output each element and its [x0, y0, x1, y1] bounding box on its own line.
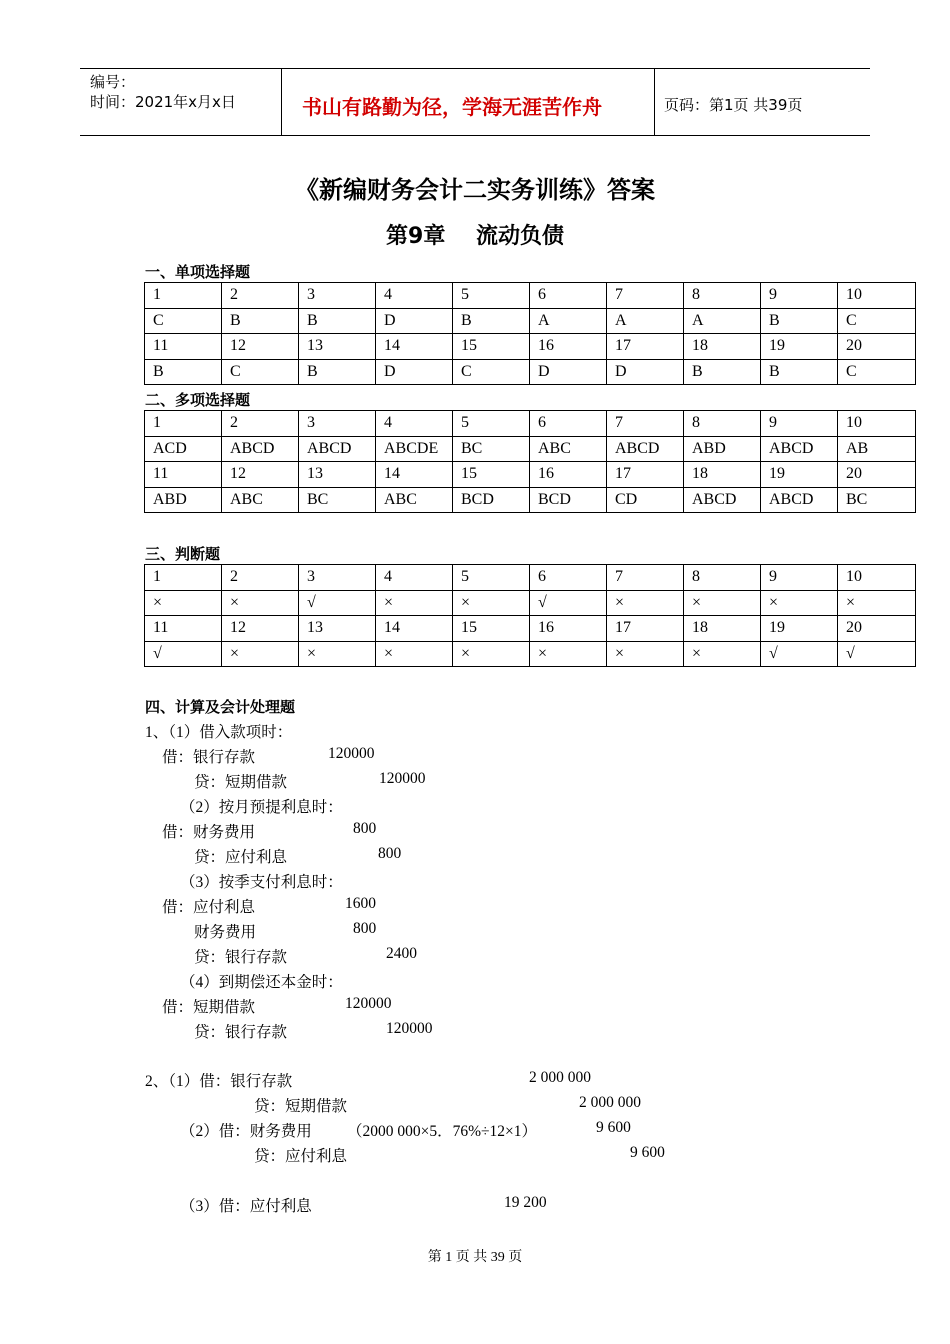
- calc-q1-debit-label-2: 财务费用: [194, 924, 257, 941]
- table-row: [145, 334, 916, 360]
- answer-cell: ABC: [376, 487, 453, 513]
- header-number-label: 编号：: [90, 73, 136, 91]
- answer-cell: B: [222, 308, 299, 334]
- calc-q1-step2: （2）按月预提利息时：: [180, 799, 343, 816]
- header-page-label: 页码：第1页 共39页: [664, 96, 803, 114]
- question-number-cell: 2: [222, 283, 299, 309]
- calc-q2-credit-amount: 9 600: [630, 1144, 665, 1161]
- answer-cell: √: [530, 590, 607, 616]
- question-number-cell: 3: [299, 411, 376, 437]
- question-number-cell: 6: [530, 283, 607, 309]
- question-number-cell: 10: [838, 283, 916, 309]
- question-number-cell: 17: [607, 616, 684, 642]
- answer-cell: ABC: [530, 436, 607, 462]
- question-number-cell: 18: [684, 462, 761, 488]
- answer-cell: ABC: [222, 487, 299, 513]
- question-number-cell: 7: [607, 283, 684, 309]
- calc-q2-step2: （2）借：财务费用: [180, 1123, 312, 1140]
- question-number-cell: 9: [761, 565, 838, 591]
- calc-q1-debit-amount: 120000: [328, 745, 375, 762]
- answer-cell: B: [453, 308, 530, 334]
- chapter-title: 第9章 流动负债: [386, 224, 564, 249]
- judge-body: [145, 565, 916, 667]
- answer-cell: BCD: [453, 487, 530, 513]
- answer-cell: D: [607, 359, 684, 385]
- calc-q1-debit-label: 借：短期借款: [162, 999, 256, 1016]
- answer-cell: A: [530, 308, 607, 334]
- table-row: [145, 411, 916, 437]
- answer-cell: √: [838, 641, 916, 667]
- answer-cell: ABCD: [607, 436, 684, 462]
- calc-q1-debit-label: 借：银行存款: [162, 749, 256, 766]
- answer-cell: C: [222, 359, 299, 385]
- question-number-cell: 3: [299, 283, 376, 309]
- header-divider-right: [654, 68, 655, 136]
- answer-cell: BC: [453, 436, 530, 462]
- question-number-cell: 14: [376, 616, 453, 642]
- question-number-cell: 5: [453, 565, 530, 591]
- question-number-cell: 1: [145, 565, 222, 591]
- answer-cell: ×: [222, 590, 299, 616]
- calc-q1-debit-amount: 800: [353, 820, 377, 837]
- calc-q1-credit-amount: 120000: [379, 770, 426, 787]
- answer-cell: B: [299, 359, 376, 385]
- question-number-cell: 15: [453, 616, 530, 642]
- question-number-cell: 11: [145, 462, 222, 488]
- table-row: [145, 283, 916, 309]
- answer-cell: ×: [453, 590, 530, 616]
- single-choice-body: [145, 283, 916, 385]
- header-motto: 书山有路勤为径，学海无涯苦作舟: [302, 95, 602, 119]
- calc-q1-step4: （4）到期偿还本金时：: [180, 974, 343, 991]
- answer-cell: ABD: [145, 487, 222, 513]
- answer-cell: CD: [607, 487, 684, 513]
- answer-cell: D: [376, 359, 453, 385]
- calc-q2-formula: （2000 000×5．76%÷12×1）: [347, 1123, 538, 1140]
- answer-cell: ×: [530, 641, 607, 667]
- answer-cell: ×: [145, 590, 222, 616]
- calc-q2-credit-label: 贷：短期借款: [254, 1098, 348, 1115]
- question-number-cell: 9: [761, 411, 838, 437]
- question-number-cell: 8: [684, 565, 761, 591]
- doc-title: 《新编财务会计二实务训练》答案: [295, 176, 655, 204]
- header-top-rule: [80, 68, 870, 69]
- answer-cell: ABD: [684, 436, 761, 462]
- question-number-cell: 16: [530, 334, 607, 360]
- calc-q1-debit-label: 借：财务费用: [162, 824, 256, 841]
- question-number-cell: 13: [299, 462, 376, 488]
- answer-cell: ACD: [145, 436, 222, 462]
- calc-q2-credit-label: 贷：应付利息: [254, 1148, 348, 1165]
- multi-choice-table: [144, 410, 916, 513]
- question-number-cell: 19: [761, 616, 838, 642]
- header-divider-left: [281, 68, 282, 136]
- question-number-cell: 1: [145, 283, 222, 309]
- answer-cell: C: [838, 308, 916, 334]
- question-number-cell: 4: [376, 565, 453, 591]
- calc-q1-debit-label: 借：应付利息: [162, 899, 256, 916]
- question-number-cell: 7: [607, 411, 684, 437]
- question-number-cell: 8: [684, 411, 761, 437]
- answer-cell: BC: [838, 487, 916, 513]
- question-number-cell: 6: [530, 411, 607, 437]
- calc-q1-credit-label: 贷：短期借款: [194, 774, 288, 791]
- answer-cell: ×: [376, 641, 453, 667]
- question-number-cell: 12: [222, 462, 299, 488]
- answer-cell: B: [684, 359, 761, 385]
- table-row: [145, 436, 916, 462]
- question-number-cell: 15: [453, 462, 530, 488]
- answer-cell: ABCDE: [376, 436, 453, 462]
- question-number-cell: 14: [376, 334, 453, 360]
- section-calc: 四、计算及会计处理题: [145, 698, 296, 716]
- question-number-cell: 20: [838, 462, 916, 488]
- question-number-cell: 18: [684, 616, 761, 642]
- question-number-cell: 19: [761, 334, 838, 360]
- answer-cell: √: [145, 641, 222, 667]
- table-row: [145, 462, 916, 488]
- question-number-cell: 4: [376, 411, 453, 437]
- question-number-cell: 2: [222, 411, 299, 437]
- header-time-label: 时间：2021年x月x日: [90, 93, 236, 111]
- header-bottom-rule: [80, 135, 870, 136]
- question-number-cell: 1: [145, 411, 222, 437]
- single-choice-table: [144, 282, 916, 385]
- answer-cell: B: [299, 308, 376, 334]
- answer-cell: √: [761, 641, 838, 667]
- answer-cell: ABCD: [299, 436, 376, 462]
- table-row: [145, 641, 916, 667]
- question-number-cell: 19: [761, 462, 838, 488]
- answer-cell: ×: [299, 641, 376, 667]
- section-single-choice: 一、单项选择题: [145, 263, 251, 281]
- answer-cell: ×: [607, 590, 684, 616]
- answer-cell: ×: [684, 641, 761, 667]
- calc-q1-credit-amount: 2400: [386, 945, 417, 962]
- question-number-cell: 6: [530, 565, 607, 591]
- answer-cell: C: [453, 359, 530, 385]
- table-row: [145, 359, 916, 385]
- calc-q1-credit-amount: 800: [378, 845, 402, 862]
- table-row: [145, 487, 916, 513]
- table-row: [145, 616, 916, 642]
- answer-cell: ×: [838, 590, 916, 616]
- question-number-cell: 13: [299, 334, 376, 360]
- calc-q1-debit-amount-2: 800: [353, 920, 377, 937]
- answer-cell: C: [838, 359, 916, 385]
- question-number-cell: 5: [453, 411, 530, 437]
- question-number-cell: 4: [376, 283, 453, 309]
- question-number-cell: 13: [299, 616, 376, 642]
- answer-cell: D: [376, 308, 453, 334]
- calc-q1-debit-amount: 1600: [345, 895, 376, 912]
- answer-cell: ×: [684, 590, 761, 616]
- question-number-cell: 12: [222, 334, 299, 360]
- answer-cell: ABCD: [761, 487, 838, 513]
- question-number-cell: 8: [684, 283, 761, 309]
- calc-q1-credit-label: 贷：银行存款: [194, 949, 288, 966]
- answer-cell: A: [607, 308, 684, 334]
- table-row: [145, 565, 916, 591]
- question-number-cell: 16: [530, 462, 607, 488]
- page-footer: 第 1 页 共 39 页: [427, 1250, 523, 1265]
- question-number-cell: 11: [145, 616, 222, 642]
- answer-cell: BCD: [530, 487, 607, 513]
- question-number-cell: 15: [453, 334, 530, 360]
- answer-cell: √: [299, 590, 376, 616]
- question-number-cell: 18: [684, 334, 761, 360]
- calc-q2-step1: 2、（1）借：银行存款: [145, 1073, 293, 1090]
- table-row: [145, 308, 916, 334]
- answer-cell: ABCD: [222, 436, 299, 462]
- section-judge: 三、判断题: [145, 545, 221, 563]
- question-number-cell: 10: [838, 411, 916, 437]
- calc-q1-debit-amount: 120000: [345, 995, 392, 1012]
- answer-cell: ×: [453, 641, 530, 667]
- calc-q1-credit-label: 贷：应付利息: [194, 849, 288, 866]
- answer-cell: D: [530, 359, 607, 385]
- question-number-cell: 3: [299, 565, 376, 591]
- answer-cell: ×: [376, 590, 453, 616]
- question-number-cell: 16: [530, 616, 607, 642]
- question-number-cell: 17: [607, 462, 684, 488]
- table-row: [145, 590, 916, 616]
- question-number-cell: 20: [838, 334, 916, 360]
- answer-cell: ×: [761, 590, 838, 616]
- question-number-cell: 9: [761, 283, 838, 309]
- question-number-cell: 14: [376, 462, 453, 488]
- question-number-cell: 5: [453, 283, 530, 309]
- answer-cell: ×: [222, 641, 299, 667]
- calc-q1-step3: （3）按季支付利息时：: [180, 874, 343, 891]
- answer-cell: B: [761, 359, 838, 385]
- judge-table: [144, 564, 916, 667]
- question-number-cell: 10: [838, 565, 916, 591]
- answer-cell: AB: [838, 436, 916, 462]
- calc-q1-credit-label: 贷：银行存款: [194, 1024, 288, 1041]
- answer-cell: C: [145, 308, 222, 334]
- calc-q2-debit-amount: 19 200: [504, 1194, 547, 1211]
- question-number-cell: 20: [838, 616, 916, 642]
- answer-cell: BC: [299, 487, 376, 513]
- calc-q2-debit-amount: 9 600: [596, 1119, 631, 1136]
- answer-cell: ×: [607, 641, 684, 667]
- calc-q2-debit-amount: 2 000 000: [529, 1069, 591, 1086]
- answer-cell: ABCD: [761, 436, 838, 462]
- answer-cell: B: [761, 308, 838, 334]
- answer-cell: ABCD: [684, 487, 761, 513]
- calc-q1-step1: 1、（1）借入款项时：: [145, 724, 293, 741]
- calc-q2-step3: （3）借：应付利息: [180, 1198, 312, 1215]
- question-number-cell: 11: [145, 334, 222, 360]
- multi-choice-body: [145, 411, 916, 513]
- question-number-cell: 17: [607, 334, 684, 360]
- answer-cell: A: [684, 308, 761, 334]
- question-number-cell: 2: [222, 565, 299, 591]
- question-number-cell: 12: [222, 616, 299, 642]
- calc-q1-credit-amount: 120000: [386, 1020, 433, 1037]
- section-multi-choice: 二、多项选择题: [145, 391, 251, 409]
- question-number-cell: 7: [607, 565, 684, 591]
- calc-q2-credit-amount: 2 000 000: [579, 1094, 641, 1111]
- answer-cell: B: [145, 359, 222, 385]
